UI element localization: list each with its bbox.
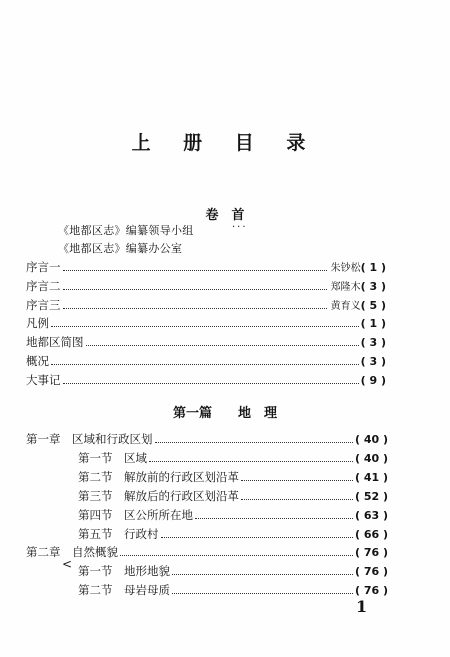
section-entry-page-number: ( 40 ) bbox=[354, 451, 388, 465]
dot-leader bbox=[149, 461, 353, 462]
section-entry-row bbox=[78, 488, 388, 504]
dots-mark: ··· bbox=[232, 222, 248, 233]
dot-leader bbox=[63, 308, 327, 309]
dot-leader bbox=[155, 442, 353, 443]
dot-leader bbox=[241, 480, 353, 481]
section-entry-label: 第一节 地形地貌 bbox=[78, 564, 170, 579]
preface-entry-label: 序言三 bbox=[26, 297, 61, 312]
preface-entry-page-number: ( 1 ) bbox=[360, 261, 386, 274]
chapter-entry-label: 第一章 区域和行政区划 bbox=[26, 432, 153, 446]
preface-entry-page-number: ( 3 ) bbox=[360, 279, 386, 293]
preface-entry-author: 黄育义 bbox=[330, 300, 361, 312]
section-entry-page-number: ( 76 ) bbox=[354, 584, 388, 598]
chapter-entry-label: 第二章 自然概貌 bbox=[26, 545, 118, 560]
section-entry-row bbox=[78, 526, 388, 542]
preface-entry-page-number: ( 3 ) bbox=[360, 336, 386, 350]
dot-leader bbox=[86, 345, 359, 346]
page-title: 上 册 目 录 bbox=[131, 132, 319, 154]
part-title: 第一篇 地 理 bbox=[172, 406, 277, 421]
preface-entry-label: 地都区简图 bbox=[26, 335, 84, 350]
section-entry-page-number: ( 66 ) bbox=[354, 527, 388, 541]
dot-leader bbox=[241, 499, 353, 500]
preface-entry-page-number: ( 9 ) bbox=[360, 373, 386, 387]
section-entry-page-number: ( 52 ) bbox=[354, 489, 388, 503]
chapter-entry-row bbox=[26, 431, 388, 447]
plain-item-office: 《地都区志》编纂办公室 bbox=[58, 242, 183, 255]
dot-leader bbox=[161, 537, 353, 538]
chapter-entry-page-number: ( 76 ) bbox=[354, 546, 388, 560]
preface-entry-page-number: ( 5 ) bbox=[360, 298, 386, 312]
dot-leader bbox=[51, 326, 359, 327]
preface-entry-page-number: ( 1 ) bbox=[360, 317, 386, 331]
section-entry-label: 第二节 母岩母质 bbox=[78, 583, 170, 598]
section-entry-page-number: ( 76 ) bbox=[354, 565, 388, 579]
preface-entry-label: 概况 bbox=[26, 354, 49, 368]
section-entry-row bbox=[78, 450, 388, 466]
dot-leader bbox=[63, 383, 359, 384]
preface-entry-row bbox=[26, 372, 386, 388]
section-entry-label: 第三节 解放后的行政区划沿革 bbox=[78, 488, 239, 503]
chapter-entry-page-number: ( 40 ) bbox=[354, 433, 388, 446]
preface-entry-row bbox=[26, 353, 386, 369]
dot-leader bbox=[195, 518, 353, 519]
section-entry-page-number: ( 63 ) bbox=[354, 508, 388, 522]
preface-entry-page-number: ( 3 ) bbox=[360, 355, 386, 368]
preface-entry-label: 序言二 bbox=[26, 278, 61, 293]
section-entry-row bbox=[78, 469, 388, 485]
chapter-entry-row bbox=[26, 544, 388, 560]
section-entry-page-number: ( 41 ) bbox=[354, 470, 388, 484]
preface-entry-row bbox=[26, 259, 386, 275]
volume-head-title: 卷 首 bbox=[205, 208, 245, 223]
dot-leader bbox=[172, 593, 353, 594]
dot-leader bbox=[120, 555, 353, 556]
section-entry-label: 第二节 解放前的行政区划沿革 bbox=[78, 469, 239, 484]
section-entry-label: 第五节 行政村 bbox=[78, 526, 159, 541]
section-entry-label: 第一节 区域 bbox=[78, 450, 147, 465]
preface-entry-row bbox=[26, 278, 386, 294]
preface-entry-row bbox=[26, 315, 386, 331]
dot-leader bbox=[63, 270, 327, 271]
preface-entry-row bbox=[26, 297, 386, 313]
dot-leader bbox=[63, 289, 327, 290]
preface-entry-label: 凡例 bbox=[26, 316, 49, 331]
section-entry-label: 第四节 区公所所在地 bbox=[78, 507, 193, 522]
dot-leader bbox=[51, 364, 359, 365]
plain-item-committee: 《地都区志》编纂领导小组 bbox=[58, 224, 194, 237]
page-number: 1 bbox=[356, 597, 368, 616]
preface-entry-row bbox=[26, 334, 386, 350]
preface-entry-label: 序言一 bbox=[26, 260, 61, 274]
section-entry-row bbox=[78, 582, 388, 598]
preface-entry-label: 大事记 bbox=[26, 372, 61, 387]
stray-mark: < bbox=[62, 557, 73, 571]
dot-leader bbox=[172, 574, 353, 575]
section-entry-row bbox=[78, 507, 388, 523]
section-entry-row bbox=[78, 563, 388, 579]
preface-entry-author: 郑隆木 bbox=[330, 281, 361, 293]
preface-entry-author: 朱钞松 bbox=[330, 263, 361, 274]
